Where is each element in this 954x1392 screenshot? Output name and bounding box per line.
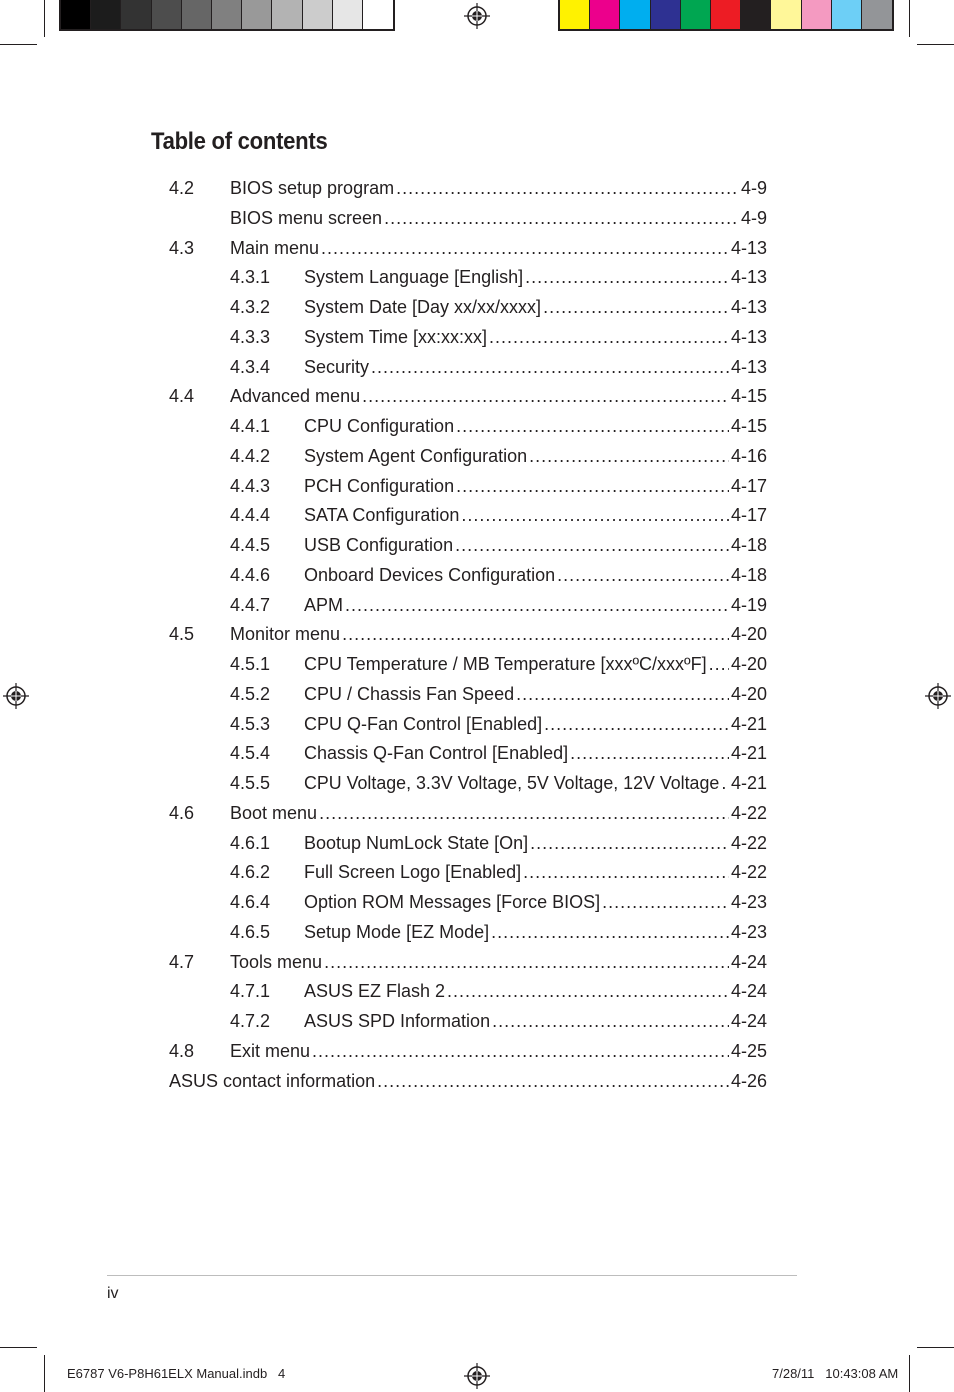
toc-entry-number: 4.3.1 — [230, 267, 271, 288]
toc-entry-number: 4.7.1 — [230, 981, 271, 1002]
toc-dot-leader — [709, 650, 729, 680]
toc-entry-page: 4-24 — [730, 951, 767, 972]
page-title: Table of contents — [151, 128, 328, 155]
toc-dot-leader — [544, 710, 729, 740]
toc-entry-title: System Agent Configuration — [304, 445, 528, 466]
toc-entry-number: 4.4.3 — [230, 475, 271, 496]
toc-entry[interactable] — [169, 174, 767, 204]
toc-entry-title: Advanced menu — [230, 386, 361, 407]
toc-entry-page: 4-13 — [730, 356, 767, 377]
color-swatch — [802, 0, 832, 29]
toc-dot-leader — [492, 1007, 729, 1037]
toc-entry[interactable] — [169, 888, 767, 918]
toc-entry-page: 4-16 — [730, 445, 767, 466]
toc-entry[interactable] — [169, 382, 767, 412]
toc-entry-page: 4-21 — [730, 713, 767, 734]
crop-mark — [917, 1347, 954, 1348]
color-swatch — [651, 0, 681, 29]
toc-entry-title: ASUS SPD Information — [304, 1011, 491, 1031]
toc-entry[interactable] — [169, 442, 767, 472]
toc-entry-page: 4-13 — [730, 326, 767, 347]
toc-dot-leader — [324, 948, 729, 978]
toc-entry[interactable] — [169, 799, 767, 829]
toc-entry-page: 4-24 — [730, 1011, 767, 1031]
toc-entry[interactable] — [169, 472, 767, 502]
toc-dot-leader — [384, 204, 739, 234]
toc-entry-title: Monitor menu — [230, 624, 341, 645]
toc-entry-number: 4.7.2 — [230, 1011, 271, 1031]
crop-mark — [44, 1355, 45, 1392]
toc-entry-page: 4-18 — [730, 564, 767, 585]
toc-entry-title: ASUS EZ Flash 2 — [304, 981, 446, 1002]
toc-entry-title: Main menu — [230, 237, 320, 258]
toc-entry-title: ASUS contact information — [169, 1070, 376, 1091]
toc-entry-page: 4-23 — [730, 921, 767, 942]
toc-dot-leader — [377, 1067, 729, 1097]
color-swatch — [771, 0, 801, 29]
toc-entry[interactable] — [169, 739, 767, 769]
toc-entry[interactable] — [169, 561, 767, 591]
crop-mark — [917, 44, 954, 45]
color-swatch — [862, 0, 892, 29]
toc-entry-page: 4-24 — [730, 981, 767, 1002]
toc-entry-title: USB Configuration — [304, 535, 454, 555]
toc-entry[interactable] — [169, 948, 767, 978]
toc-entry-title: Exit menu — [230, 1040, 311, 1061]
toc-entry-page: 4-21 — [730, 743, 767, 764]
toc-dot-leader — [543, 293, 729, 323]
toc-entry-title: Security — [304, 356, 370, 377]
toc-entry-page: 4-13 — [730, 237, 767, 258]
toc-entry[interactable] — [169, 293, 767, 323]
toc-entry-title: System Date [Day xx/xx/xxxx] — [304, 297, 542, 317]
toc-entry[interactable] — [169, 620, 767, 650]
color-swatch — [272, 0, 302, 29]
toc-entry-title: CPU Voltage, 3.3V Voltage, 5V Voltage, 12V Voltage — [304, 773, 720, 793]
toc-entry-page: 4-19 — [730, 594, 767, 615]
toc-entry-number: 4.6.4 — [230, 892, 271, 912]
toc-entry-number: 4.5.1 — [230, 654, 271, 674]
toc-dot-leader — [342, 620, 729, 650]
toc-entry-title: APM — [304, 594, 344, 615]
color-swatch — [711, 0, 741, 29]
toc-entry-title: SATA Configuration — [304, 505, 460, 526]
toc-entry[interactable] — [169, 591, 767, 621]
toc-entry[interactable] — [169, 204, 767, 234]
toc-entry-title: Full Screen Logo [Enabled] — [304, 862, 522, 883]
toc-dot-leader — [319, 799, 729, 829]
toc-entry-number: 4.3.2 — [230, 297, 271, 317]
toc-entry-title: Setup Mode [EZ Mode] — [304, 921, 490, 942]
toc-entry-title: Bootup NumLock State [On] — [304, 832, 529, 853]
color-swatch — [303, 0, 333, 29]
toc-entry[interactable] — [169, 858, 767, 888]
toc-entry-number: 4.3 — [169, 237, 195, 258]
toc-entry-number: 4.4.1 — [230, 416, 271, 436]
toc-entry-title: Tools menu — [230, 951, 323, 972]
color-swatch — [91, 0, 121, 29]
color-swatch — [182, 0, 212, 29]
registration-mark-icon — [3, 683, 29, 709]
toc-entry-title: BIOS setup program — [230, 178, 395, 198]
toc-entry-number: 4.5 — [169, 624, 195, 645]
toc-entry-title: CPU / Chassis Fan Speed — [304, 683, 515, 704]
toc-entry[interactable] — [169, 412, 767, 442]
toc-entry[interactable] — [169, 977, 767, 1007]
color-swatch — [121, 0, 151, 29]
crop-mark — [0, 1347, 37, 1348]
toc-entry[interactable] — [169, 263, 767, 293]
toc-dot-leader — [447, 977, 729, 1007]
toc-entry-number: 4.3.4 — [230, 356, 271, 377]
toc-entry-page: 4-9 — [740, 207, 767, 228]
toc-entry-number: 4.6.1 — [230, 832, 271, 853]
page-number: iv — [107, 1285, 119, 1302]
color-swatch — [681, 0, 711, 29]
toc-dot-leader — [530, 829, 729, 859]
toc-dot-leader — [312, 1037, 729, 1067]
toc-entry-number: 4.3.3 — [230, 326, 271, 347]
toc-entry-number: 4.5.5 — [230, 773, 271, 793]
toc-entry[interactable] — [169, 353, 767, 383]
toc-entry[interactable] — [169, 650, 767, 680]
toc-dot-leader — [321, 234, 729, 264]
toc-entry-number: 4.6.5 — [230, 921, 271, 942]
toc-entry[interactable] — [169, 1007, 767, 1037]
toc-dot-leader — [371, 353, 729, 383]
toc-entry-title: Option ROM Messages [Force BIOS] — [304, 892, 601, 912]
toc-entry-title: Chassis Q-Fan Control [Enabled] — [304, 743, 569, 764]
toc-entry-page: 4-15 — [730, 416, 767, 436]
toc-dot-leader — [557, 561, 729, 591]
toc-entry-page: 4-13 — [730, 297, 767, 317]
color-swatch — [620, 0, 650, 29]
toc-dot-leader — [570, 739, 729, 769]
toc-entry[interactable] — [169, 1067, 767, 1097]
toc-entry[interactable] — [169, 918, 767, 948]
color-swatch — [242, 0, 272, 29]
toc-dot-leader — [456, 412, 729, 442]
toc-entry-title: Onboard Devices Configuration — [304, 564, 556, 585]
toc-entry-page: 4-20 — [730, 683, 767, 704]
crop-mark — [909, 0, 910, 37]
toc-entry[interactable] — [169, 829, 767, 859]
toc-entry[interactable] — [169, 501, 767, 531]
toc-entry-page: 4-20 — [730, 654, 767, 674]
toc-entry[interactable] — [169, 680, 767, 710]
toc-entry-page: 4-15 — [730, 386, 767, 407]
color-swatch — [560, 0, 590, 29]
print-slug-timestamp: 7/28/11 10:43:08 AM — [772, 1366, 899, 1381]
registration-mark-icon — [464, 1363, 490, 1389]
toc-entry-page: 4-21 — [730, 773, 767, 793]
toc-entry-page: 4-22 — [730, 802, 767, 823]
toc-entry-number: 4.4.7 — [230, 594, 271, 615]
toc-entry[interactable] — [169, 1037, 767, 1067]
toc-dot-leader — [523, 858, 729, 888]
registration-mark-icon — [464, 3, 490, 29]
toc-entry-number: 4.4.4 — [230, 505, 271, 526]
toc-entry-number: 4.5.2 — [230, 683, 271, 704]
toc-entry-number: 4.5.4 — [230, 743, 271, 764]
grayscale-calibration-bar — [59, 0, 395, 31]
toc-dot-leader — [345, 591, 729, 621]
crop-mark — [44, 0, 45, 37]
toc-entry-page: 4-18 — [730, 535, 767, 555]
toc-dot-leader — [525, 263, 729, 293]
toc-entry-number: 4.7 — [169, 951, 195, 972]
color-swatch — [832, 0, 862, 29]
toc-entry-title: Boot menu — [230, 802, 318, 823]
toc-dot-leader — [516, 680, 729, 710]
toc-entry-title: PCH Configuration — [304, 475, 455, 496]
toc-entry-page: 4-13 — [730, 267, 767, 288]
color-swatch — [152, 0, 182, 29]
toc-entry-number: 4.6 — [169, 802, 195, 823]
toc-dot-leader — [602, 888, 729, 918]
toc-dot-leader — [489, 323, 729, 353]
toc-dot-leader — [529, 442, 729, 472]
registration-mark-icon — [925, 683, 951, 709]
toc-dot-leader — [721, 769, 729, 799]
toc-entry-title: CPU Temperature / MB Temperature [xxxºC/xxxºF] — [304, 654, 707, 674]
toc-entry[interactable] — [169, 531, 767, 561]
toc-entry[interactable] — [169, 323, 767, 353]
toc-entry-title: System Language [English] — [304, 267, 524, 288]
toc-entry-title: System Time [xx:xx:xx] — [304, 326, 488, 347]
toc-entry-number: 4.4 — [169, 386, 195, 407]
crop-mark — [909, 1355, 910, 1392]
toc-dot-leader — [456, 472, 729, 502]
toc-dot-leader — [362, 382, 729, 412]
color-calibration-bar — [558, 0, 894, 31]
color-swatch — [741, 0, 771, 29]
table-of-contents — [169, 174, 767, 1096]
toc-entry-page: 4-22 — [730, 862, 767, 883]
toc-entry-number: 4.2 — [169, 178, 195, 198]
toc-entry-page: 4-9 — [740, 178, 767, 198]
toc-entry-page: 4-26 — [730, 1070, 767, 1091]
color-swatch — [590, 0, 620, 29]
color-swatch — [61, 0, 91, 29]
toc-entry-number: 4.4.2 — [230, 445, 271, 466]
toc-entry-title: CPU Q-Fan Control [Enabled] — [304, 713, 543, 734]
toc-entry-number: 4.8 — [169, 1040, 195, 1061]
color-swatch — [212, 0, 242, 29]
toc-entry[interactable] — [169, 769, 767, 799]
footer-divider — [107, 1275, 797, 1276]
toc-dot-leader — [491, 918, 729, 948]
toc-entry-page: 4-17 — [730, 475, 767, 496]
toc-entry-number: 4.6.2 — [230, 862, 271, 883]
toc-entry-page: 4-20 — [730, 624, 767, 645]
toc-entry-page: 4-17 — [730, 505, 767, 526]
toc-dot-leader — [396, 174, 739, 204]
toc-dot-leader — [455, 531, 729, 561]
print-slug-filename: E6787 V6-P8H61ELX Manual.indb 4 — [67, 1366, 286, 1381]
toc-entry[interactable] — [169, 710, 767, 740]
toc-entry-page: 4-22 — [730, 832, 767, 853]
toc-entry-page: 4-23 — [730, 892, 767, 912]
toc-entry[interactable] — [169, 234, 767, 264]
toc-dot-leader — [461, 501, 729, 531]
crop-mark — [0, 44, 37, 45]
toc-entry-title: CPU Configuration — [304, 416, 455, 436]
color-swatch — [363, 0, 393, 29]
toc-entry-number: 4.4.5 — [230, 535, 271, 555]
color-swatch — [333, 0, 363, 29]
toc-entry-page: 4-25 — [730, 1040, 767, 1061]
toc-entry-number: 4.5.3 — [230, 713, 271, 734]
toc-entry-number: 4.4.6 — [230, 564, 271, 585]
toc-entry-title: BIOS menu screen — [230, 207, 383, 228]
